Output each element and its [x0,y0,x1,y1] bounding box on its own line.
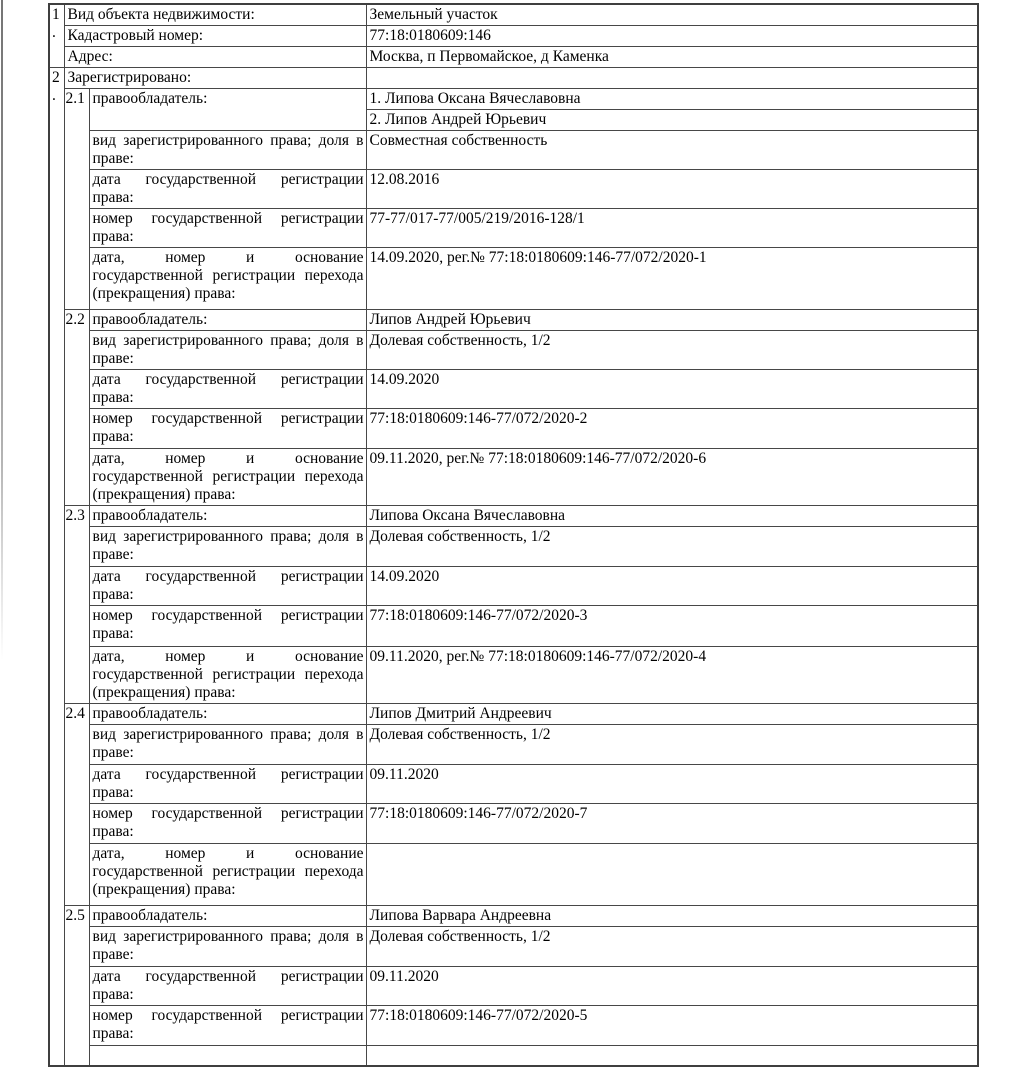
table-row-partial [49,1046,978,1066]
label-cell: правообладатель: [89,704,366,725]
table-row [49,804,978,844]
table-row [49,1006,978,1046]
table-row [49,370,978,409]
value-cell: Липова Оксана Вячеславовна [366,506,978,527]
table-row [49,765,978,804]
value-cell: 77-77/017-77/005/219/2016-128/1 [366,209,978,248]
label-cell: дата государственной регистрации права: [89,567,366,606]
value-cell: Долевая собственность, 1/2 [366,725,978,765]
table-row [49,4,978,26]
label-cell: дата, номер и основание государственной регистрации перехода (прекращения) права: [89,449,366,506]
table-row [49,967,978,1006]
page-edge-artifact [1,0,3,660]
table-row [49,704,978,725]
table-row [49,170,978,209]
value-cell: 77:18:0180609:146-77/072/2020-2 [366,409,978,449]
value-cell: 09.11.2020, рег.№ 77:18:0180609:146-77/072/2020-6 [366,449,978,506]
table-row [49,68,978,89]
entry-number-cell: 2.5 [64,906,89,1066]
label-cell: Адрес: [64,47,366,68]
label-cell: номер государственной регистрации права: [89,1006,366,1046]
value-cell: Долевая собственность, 1/2 [366,331,978,370]
value-cell: 77:18:0180609:146-77/072/2020-5 [366,1006,978,1046]
value-cell: 14.09.2020 [366,567,978,606]
table-row [49,844,978,906]
value-cell: 14.09.2020 [366,370,978,409]
table-row [49,449,978,506]
label-cell: вид зарегистрированного права; доля в праве: [89,527,366,567]
value-cell: 09.11.2020 [366,765,978,804]
entry-number-cell: 2.1 [64,89,89,310]
value-cell: Долевая собственность, 1/2 [366,527,978,567]
label-cell: Кадастровый номер: [64,26,366,47]
section-title-cell: Зарегистрировано: [64,68,366,89]
empty-value-cell [366,1046,978,1066]
table-row [49,527,978,567]
value-cell: 09.11.2020 [366,967,978,1006]
value-cell: 14.09.2020, рег.№ 77:18:0180609:146-77/072/2020-1 [366,248,978,310]
section-number-cell: 2. [49,68,64,1066]
label-cell: правообладатель: [89,506,366,527]
empty-value-cell [366,844,978,906]
label-cell: вид зарегистрированного права; доля в праве: [89,131,366,170]
value-cell: 77:18:0180609:146 [366,26,978,47]
label-cell [89,1046,366,1066]
value-cell: 12.08.2016 [366,170,978,209]
label-cell: дата государственной регистрации права: [89,370,366,409]
table-row [49,567,978,606]
label-cell: номер государственной регистрации права: [89,209,366,248]
table-row [49,310,978,331]
table-row [49,89,978,110]
value-cell: Совместная собственность [366,131,978,170]
label-cell: правообладатель: [89,906,366,927]
label-cell: номер государственной регистрации права: [89,804,366,844]
table-row [49,606,978,647]
table-row [49,927,978,967]
value-cell: Липов Андрей Юрьевич [366,310,978,331]
value-cell: Липова Варвара Андреевна [366,906,978,927]
table-row [49,906,978,927]
value-cell: Липов Дмитрий Андреевич [366,704,978,725]
table-row [49,409,978,449]
value-cell: 77:18:0180609:146-77/072/2020-3 [366,606,978,647]
table-row [49,725,978,765]
entry-number-cell: 2.4 [64,704,89,906]
table-row [49,331,978,370]
table-row [49,506,978,527]
table-row [49,26,978,47]
label-cell: дата государственной регистрации права: [89,967,366,1006]
label-cell: вид зарегистрированного права; доля в праве: [89,331,366,370]
egrn-extract-table [48,3,979,1067]
label-cell: Вид объекта недвижимости: [64,4,366,26]
value-cell: 09.11.2020, рег.№ 77:18:0180609:146-77/072/2020-4 [366,647,978,704]
table-row [49,647,978,704]
label-cell: дата, номер и основание государственной регистрации перехода (прекращения) права: [89,248,366,310]
empty-value-cell [366,68,978,89]
table-row [49,248,978,310]
label-cell: дата государственной регистрации права: [89,765,366,804]
table-row [49,47,978,68]
label-cell: вид зарегистрированного права; доля в праве: [89,927,366,967]
value-cell: 1. Липова Оксана Вячеславовна [366,89,978,110]
label-cell: вид зарегистрированного права; доля в праве: [89,725,366,765]
value-cell: 2. Липов Андрей Юрьевич [366,110,978,131]
value-cell: Долевая собственность, 1/2 [366,927,978,967]
label-cell: дата государственной регистрации права: [89,170,366,209]
table-row [49,209,978,248]
label-cell: дата, номер и основание государственной регистрации перехода (прекращения) права: [89,844,366,906]
entry-number-cell: 2.2 [64,310,89,506]
label-cell: номер государственной регистрации права: [89,606,366,647]
table-row [49,131,978,170]
section-number-cell: 1. [49,4,64,68]
label-cell: правообладатель: [89,310,366,331]
entry-number-cell: 2.3 [64,506,89,704]
value-cell: Москва, п Первомайское, д Каменка [366,47,978,68]
label-cell: дата, номер и основание государственной регистрации перехода (прекращения) права: [89,647,366,704]
label-cell: правообладатель: [89,89,366,131]
value-cell: 77:18:0180609:146-77/072/2020-7 [366,804,978,844]
value-cell: Земельный участок [366,4,978,26]
label-cell: номер государственной регистрации права: [89,409,366,449]
